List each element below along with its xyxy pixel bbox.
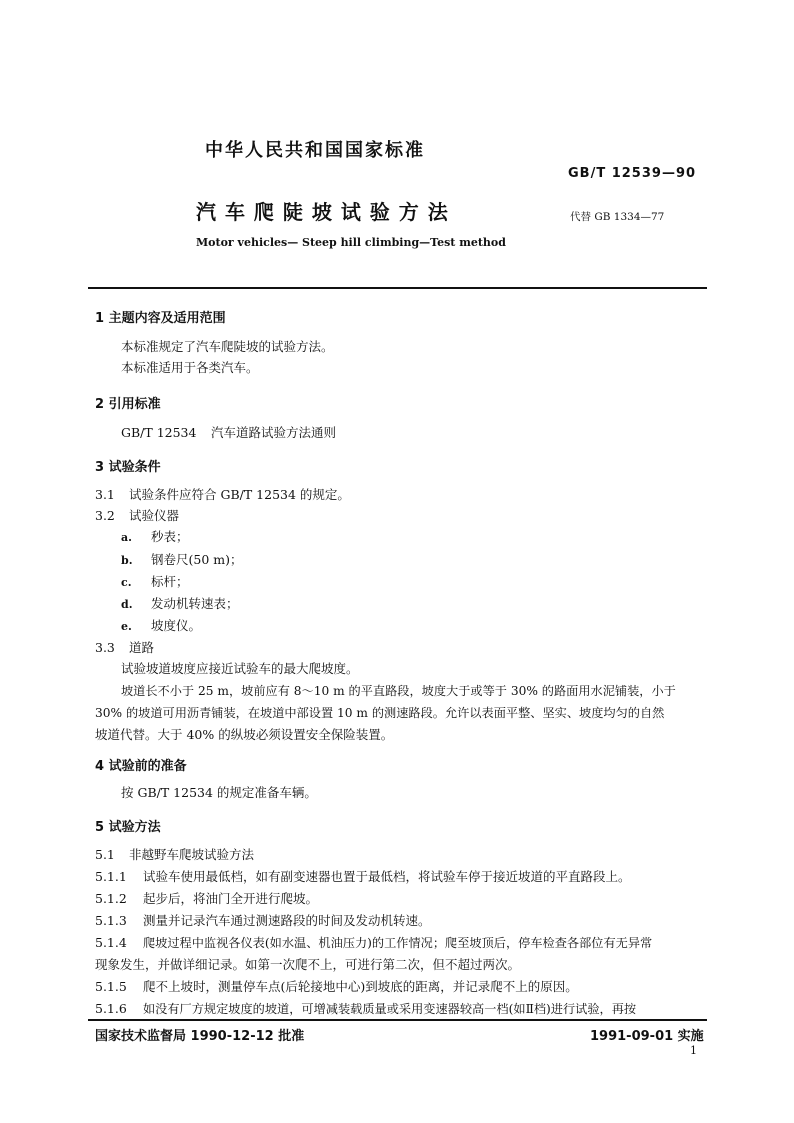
approval-line: 国家技术监督局 1990-12-12 批准 (95, 1029, 305, 1044)
road-paragraph-line: 30% 的坡道可用沥青铺装，在坡道中部设置 10 m 的测速路段。允许以表面平整、坚实、坡度均匀的自然 (95, 706, 665, 720)
reference-code: GB/T 12534 (121, 425, 197, 440)
clause-text: 爬坡过程中监视各仪表(如水温、机油压力)的工作情况；爬至坡顶后，停车检查各部位有无异常 (143, 936, 653, 950)
clause-number: 3.1 (95, 487, 115, 502)
list-item-label: e. (121, 620, 132, 633)
section-1-heading: 1 主题内容及适用范围 (95, 311, 226, 326)
clause-text: 道路 (129, 640, 155, 655)
list-item: 坡度仪。 (151, 618, 202, 633)
road-paragraph-line: 坡道代替。大于 40% 的纵坡必须设置安全保险装置。 (95, 727, 394, 742)
clause-number: 5.1.5 (95, 979, 127, 994)
list-item-label: c. (121, 576, 132, 589)
clause-number: 5.1.6 (95, 1001, 127, 1016)
english-title: Motor vehicles— Steep hill climbing—Test method (196, 236, 506, 249)
footer-divider (88, 1019, 707, 1021)
clause-text: 试验仪器 (129, 508, 180, 523)
list-item: 发动机转速表； (151, 596, 239, 611)
list-item: 钢卷尺(50 m)； (151, 552, 243, 567)
reference-title: 汽车道路试验方法通则 (211, 425, 337, 440)
list-item-label: d. (121, 598, 133, 611)
clause-text: 起步后，将油门全开进行爬坡。 (143, 891, 319, 906)
header-divider (88, 287, 707, 289)
replaces-standard: 代替 GB 1334—77 (570, 211, 665, 223)
standard-code: GB/T 12539—90 (568, 166, 697, 181)
clause-text: 非越野车爬坡试验方法 (129, 847, 255, 862)
section-2-heading: 2 引用标准 (95, 397, 161, 412)
section-5-heading: 5 试验方法 (95, 820, 161, 835)
clause-text: 试验车使用最低档，如有副变速器也置于最低档，将试验车停于接近坡道的平直路段上。 (143, 869, 631, 884)
section-4-paragraph: 按 GB/T 12534 的规定准备车辆。 (121, 785, 317, 800)
list-item: 标杆； (151, 574, 189, 589)
effective-date: 1991-09-01 实施 (590, 1029, 704, 1044)
road-paragraph: 试验坡道坡度应接近试验车的最大爬坡度。 (121, 661, 359, 676)
clause-number: 5.1.2 (95, 891, 127, 906)
clause-number: 5.1.3 (95, 913, 127, 928)
page-number: 1 (690, 1044, 697, 1057)
clause-text: 如没有厂方规定坡度的坡道，可增减装载质量或采用变速器较高一档(如Ⅱ档)进行试验，再按 (143, 1002, 637, 1016)
clause-text: 试验条件应符合 GB/T 12534 的规定。 (129, 487, 350, 502)
list-item-label: a. (121, 531, 132, 544)
clause-number: 3.3 (95, 640, 115, 655)
country-standard-title: 中华人民共和国国家标准 (205, 140, 425, 161)
section-1-paragraph: 本标准规定了汽车爬陡坡的试验方法。 (121, 339, 334, 354)
list-item-label: b. (121, 554, 133, 567)
list-item: 秒表； (151, 529, 189, 544)
section-4-heading: 4 试验前的准备 (95, 759, 187, 774)
section-3-heading: 3 试验条件 (95, 460, 161, 475)
clause-number: 5.1.1 (95, 869, 127, 884)
clause-text: 测量并记录汽车通过测速路段的时间及发动机转速。 (143, 913, 431, 928)
clause-number: 5.1 (95, 847, 115, 862)
clause-text-continued: 现象发生，并做详细记录。如第一次爬不上，可进行第二次，但不超过两次。 (95, 957, 521, 972)
road-paragraph-line: 坡道长不小于 25 m，坡前应有 8～10 m 的平直路段，坡度大于或等于 30% 的路面用水泥铺装，小于 (121, 684, 676, 698)
clause-number: 3.2 (95, 508, 115, 523)
document-title: 汽 车 爬 陡 坡 试 验 方 法 (196, 200, 449, 224)
clause-text: 爬不上坡时，测量停车点(后轮接地中心)到坡底的距离，并记录爬不上的原因。 (143, 979, 578, 994)
clause-number: 5.1.4 (95, 935, 127, 950)
section-1-paragraph: 本标准适用于各类汽车。 (121, 360, 259, 375)
